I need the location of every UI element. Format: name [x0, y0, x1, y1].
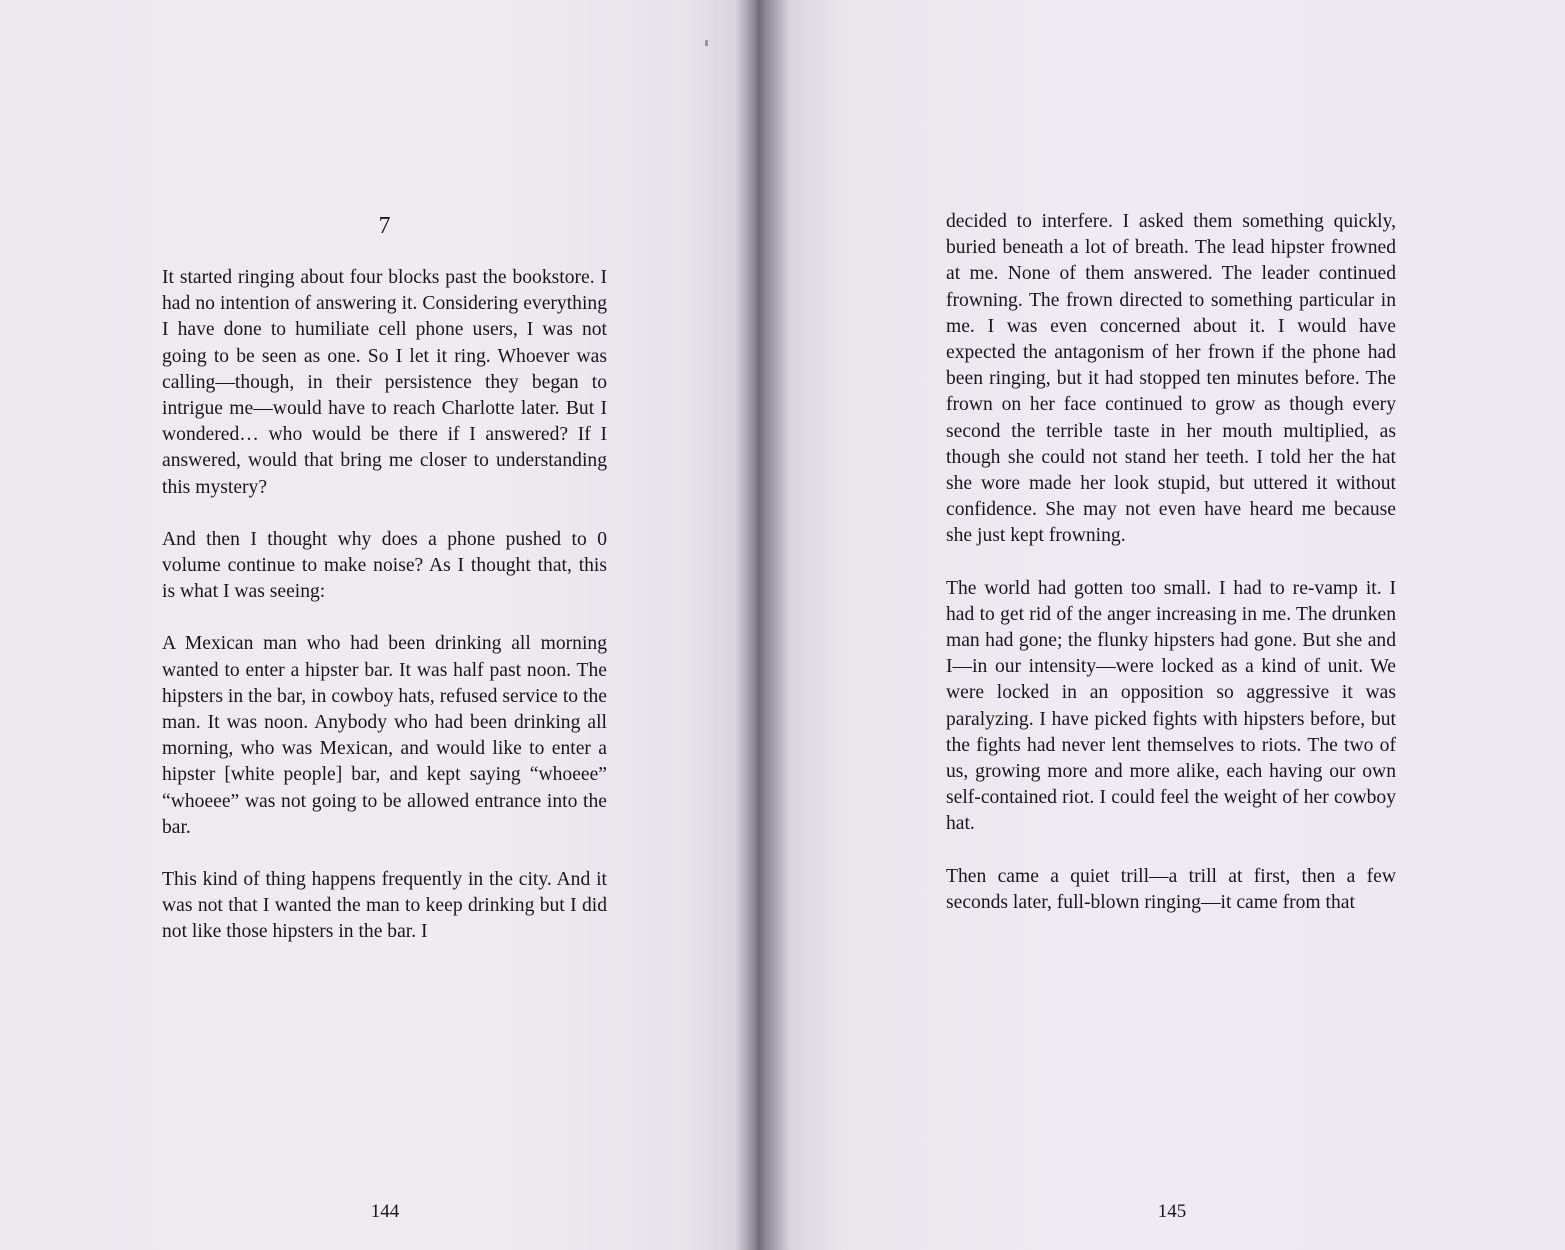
paragraph: The world had gotten too small. I had to re-vamp it. I had to get rid of the anger increasing in me. The drunken man had gone; the flunky hipsters had gone. But she and I—in our intensity—were locked as a kind of unit. We were locked in an opposition so aggressive it was paralyzing. I have picked fights with hipsters before, but the fights had never lent themselves to riots. The two of us, growing more and more alike, each having our own self-contained riot. I could feel the weight of her cowboy hat.: [946, 577, 1396, 835]
page-number-right: 145: [1157, 1201, 1187, 1222]
paragraph: And then I thought why does a phone pushed to 0 volume continue to make noise? As I thought that, this is what I was seeing:: [162, 528, 607, 603]
paragraph: This kind of thing happens frequently in the city. And it was not that I wanted the man to keep drinking but I did not like those hipsters in the bar. I: [162, 869, 607, 943]
paragraph: Then came a quiet trill—a trill at first, then a few seconds later, full-blown ringing—it came from that: [946, 865, 1396, 913]
left-page-body: [162, 265, 607, 972]
left-page: [0, 0, 760, 1250]
page-number-left: 144: [370, 1201, 400, 1222]
chapter-number: 7: [378, 213, 391, 239]
paragraph: A Mexican man who had been drinking all morning wanted to enter a hipster bar. It was half past noon. The hipsters in the bar, in cowboy hats, refused service to the man. It was noon. Anybody who had been drinking all morning, who was Mexican, and would like to enter a hipster [white people] bar, and kept saying “whoeee” “whoeee” was not going to be allowed entrance into the bar.: [162, 633, 607, 838]
right-page: [770, 0, 1565, 1250]
right-page-body: [946, 209, 1396, 942]
paper-speck: [705, 40, 708, 46]
paragraph: decided to interfere. I asked them something quickly, buried beneath a lot of breath. The lead hipster frowned at me. None of them answered. The leader continued frowning. The frown directed to something particular in me. I was even concerned about it. I would have expected the antagonism of her frown if the phone had been ringing, but it had stopped ten minutes before. The frown on her face continued to grow as though every second the terrible taste in her mouth multiplied, as though she could not stand her teeth. I told her the hat she wore made her look stupid, but uttered it without confidence. She may not even have heard me because she just kept frowning.: [946, 211, 1396, 547]
paragraph: It started ringing about four blocks past the bookstore. I had no intention of answering it. Considering everything I have done to humiliate cell phone users, I was not going to be seen as one. So I let it ring. Whoever was calling—though, in their persistence they began to intrigue me—would have to reach Charlotte later. But I wondered… who would be there if I answered? If I answered, would that bring me closer to understanding this mystery?: [162, 267, 607, 498]
